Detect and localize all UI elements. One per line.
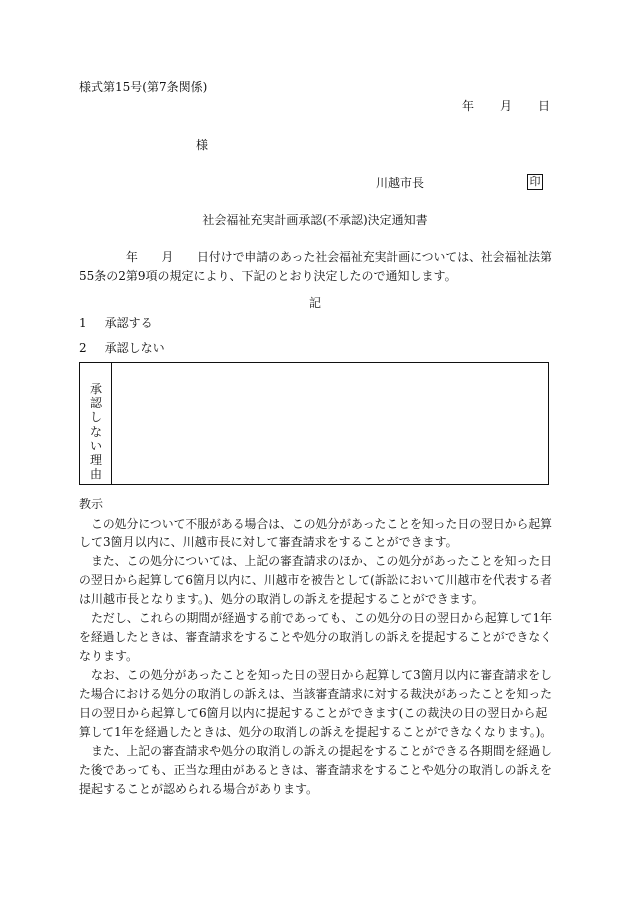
- kyoji-line: 日の翌日から起算して6箇月以内に提起することができます(この裁決の日の翌日から起: [79, 706, 548, 720]
- kyoji-line: 算して1年を経過したときは、処分の取消しの訴えを提起することができなくなります。)。: [79, 725, 552, 739]
- kyoji-line: 提起することが認められる場合があります。: [79, 782, 319, 796]
- kyoji-line: また、上記の審査請求や処分の取消しの訴えの提起をすることができる各期間を経過し: [91, 744, 552, 758]
- date-month: 月: [499, 99, 512, 113]
- option-label: 承認する: [104, 316, 153, 330]
- kyoji-line: た場合における処分の取消しの訴えは、当該審査請求に対する裁決があったことを知った: [79, 687, 552, 701]
- reason-text-area: [112, 363, 548, 484]
- date-line: [462, 100, 550, 112]
- intro-text-line: 年 月 日付けで申請のあった社会福祉充実計画については、社会福祉法第: [126, 250, 553, 264]
- kyoji-line: なります。: [79, 649, 139, 663]
- option-approve: [79, 317, 153, 329]
- document-title: 社会福祉充実計画承認(不承認)決定通知書: [202, 213, 428, 227]
- option-reject: [79, 342, 165, 354]
- issuer-title: 川越市長: [376, 176, 425, 190]
- kyoji-line: は川越市長となります。)、処分の取消しの訴えを提起することができます。: [79, 592, 484, 606]
- reason-label-cell: [80, 363, 112, 484]
- kyoji-line: を経過したときは、審査請求をすることや処分の取消しの訴えを提起することができなく: [79, 630, 553, 644]
- kyoji-line: なお、この処分があったことを知った日の翌日から起算して3箇月以内に審査請求をし: [91, 668, 552, 682]
- option-label: 承認しない: [104, 341, 165, 355]
- rejection-reason-box: [79, 362, 549, 485]
- kyoji-line: この処分について不服がある場合は、この処分があったことを知った日の翌日から起算: [91, 517, 553, 531]
- option-number: 2: [79, 341, 87, 355]
- kyoji-line: して3箇月以内に、川越市長に対して審査請求をすることができます。: [79, 535, 458, 549]
- kyoji-heading: 教示: [79, 497, 104, 511]
- form-number: 様式第15号(第7条関係): [79, 80, 208, 94]
- reason-label: 承認しない理由: [89, 382, 102, 482]
- date-year: 年: [461, 99, 474, 113]
- date-day: 日: [537, 99, 550, 113]
- option-number: 1: [79, 316, 87, 330]
- kyoji-line: ただし、これらの期間が経過する前であっても、この処分の日の翌日から起算して1年: [91, 611, 552, 625]
- kyoji-line: また、この処分については、上記の審査請求のほか、この処分があったことを知った日: [91, 554, 553, 568]
- seal-mark: 印: [527, 174, 543, 190]
- kyoji-line: た後であっても、正当な理由があるときは、審査請求をすることや処分の取消しの訴えを: [79, 763, 552, 777]
- kyoji-line: の翌日から起算して6箇月以内に、川越市を被告として(訴訟において川越市を代表する者: [79, 573, 552, 587]
- ki-heading: 記: [308, 296, 321, 310]
- intro-text-line: 55条の2第9項の規定により、下記のとおり決定したので通知します。: [79, 269, 457, 283]
- recipient-honorific: 様: [196, 138, 209, 152]
